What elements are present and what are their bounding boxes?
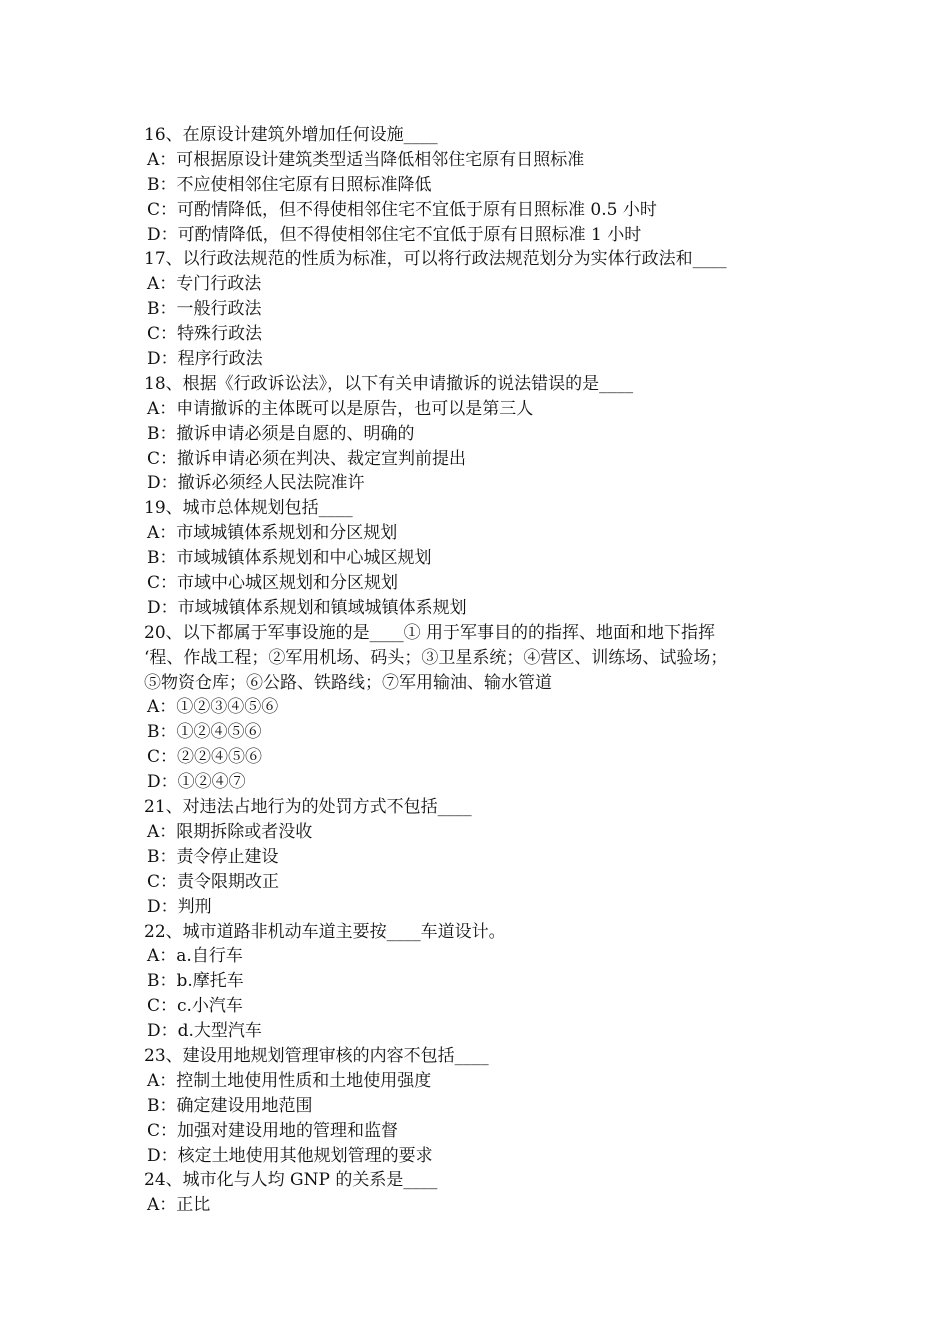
option-d: D：d.大型汽车 bbox=[147, 1021, 262, 1042]
option-d: D：①②④⑦ bbox=[147, 772, 246, 793]
option-a: A：市域城镇体系规划和分区规划 bbox=[147, 523, 398, 544]
option-d: D：程序行政法 bbox=[147, 349, 263, 370]
option-a: A：可根据原设计建筑类型适当降低相邻住宅原有日照标准 bbox=[147, 149, 585, 170]
option-b: B：不应使相邻住宅原有日照标准降低 bbox=[147, 174, 432, 195]
option-c: C：②②④⑤⑥ bbox=[147, 747, 263, 768]
question-20 bbox=[144, 621, 824, 795]
option-d: D：核定土地使用其他规划管理的要求 bbox=[147, 1145, 433, 1166]
option-a: A：a.自行车 bbox=[147, 946, 243, 967]
question-24 bbox=[144, 1168, 824, 1218]
question-list bbox=[144, 123, 824, 1218]
question-23 bbox=[144, 1044, 824, 1168]
question-stem: 23、建设用地规划管理审核的内容不包括____ bbox=[144, 1045, 489, 1066]
option-c: C：责令限期改正 bbox=[147, 871, 280, 892]
option-c: C：特殊行政法 bbox=[147, 324, 263, 345]
option-b: B：责令停止建设 bbox=[147, 846, 279, 867]
option-d: D：可酌情降低，但不得使相邻住宅不宜低于原有日照标准 1 小时 bbox=[147, 224, 642, 245]
question-stem-continued: ‘程、作战工程；②军用机场、码头；③卫星系统；④营区、训练场、试验场； bbox=[144, 647, 728, 668]
question-19 bbox=[144, 496, 824, 620]
option-c: C：加强对建设用地的管理和监督 bbox=[147, 1120, 399, 1141]
question-stem: 20、以下都属于军事设施的是____① 用于军事目的的指挥、地面和地下指挥 bbox=[144, 622, 716, 643]
question-stem: 18、根据《行政诉讼法》，以下有关申请撤诉的说法错误的是____ bbox=[144, 373, 634, 394]
option-d: D：判刑 bbox=[147, 896, 212, 917]
option-a: A：①②③④⑤⑥ bbox=[147, 697, 279, 718]
option-c: C：撤诉申请必须在判决、裁定宣判前提出 bbox=[147, 448, 467, 469]
option-a: A：限期拆除或者没收 bbox=[147, 821, 313, 842]
option-c: C：可酌情降低，但不得使相邻住宅不宜低于原有日照标准 0.5 小时 bbox=[147, 199, 657, 220]
question-stem: 24、城市化与人均 GNP 的关系是____ bbox=[144, 1170, 438, 1191]
option-a: A：申请撤诉的主体既可以是原告，也可以是第三人 bbox=[147, 398, 534, 419]
question-21 bbox=[144, 795, 824, 919]
option-c: C：c.小汽车 bbox=[147, 996, 243, 1017]
option-a: A：控制土地使用性质和土地使用强度 bbox=[147, 1070, 432, 1091]
question-stem: 16、在原设计建筑外增加任何设施____ bbox=[144, 125, 438, 145]
option-d: D：撤诉必须经人民法院准许 bbox=[147, 473, 365, 494]
question-17 bbox=[144, 247, 824, 371]
option-b: B：撤诉申请必须是自愿的、明确的 bbox=[147, 423, 415, 444]
option-b: B：确定建设用地范围 bbox=[147, 1095, 313, 1116]
option-b: B：一般行政法 bbox=[147, 299, 262, 320]
question-stem: 21、对违法占地行为的处罚方式不包括____ bbox=[144, 797, 472, 818]
question-stem: 22、城市道路非机动车道主要按____车道设计。 bbox=[144, 921, 506, 942]
question-22 bbox=[144, 920, 824, 1044]
option-b: B：市域城镇体系规划和中心城区规划 bbox=[147, 548, 432, 569]
option-a: A：专门行政法 bbox=[147, 274, 262, 295]
option-b: B：①②④⑤⑥ bbox=[147, 722, 262, 743]
option-c: C：市域中心城区规划和分区规划 bbox=[147, 573, 399, 594]
question-stem: 17、以行政法规范的性质为标准，可以将行政法规范划分为实体行政法和____ bbox=[144, 249, 727, 270]
question-stem: 19、城市总体规划包括____ bbox=[144, 498, 353, 519]
option-a: A：正比 bbox=[147, 1195, 211, 1216]
option-b: B：b.摩托车 bbox=[147, 971, 244, 992]
question-18 bbox=[144, 372, 824, 496]
question-16 bbox=[144, 123, 824, 247]
question-stem-continued: ⑤物资仓库；⑥公路、铁路线；⑦军用输油、输水管道 bbox=[144, 672, 552, 693]
option-d: D：市域城镇体系规划和镇域城镇体系规划 bbox=[147, 597, 467, 618]
